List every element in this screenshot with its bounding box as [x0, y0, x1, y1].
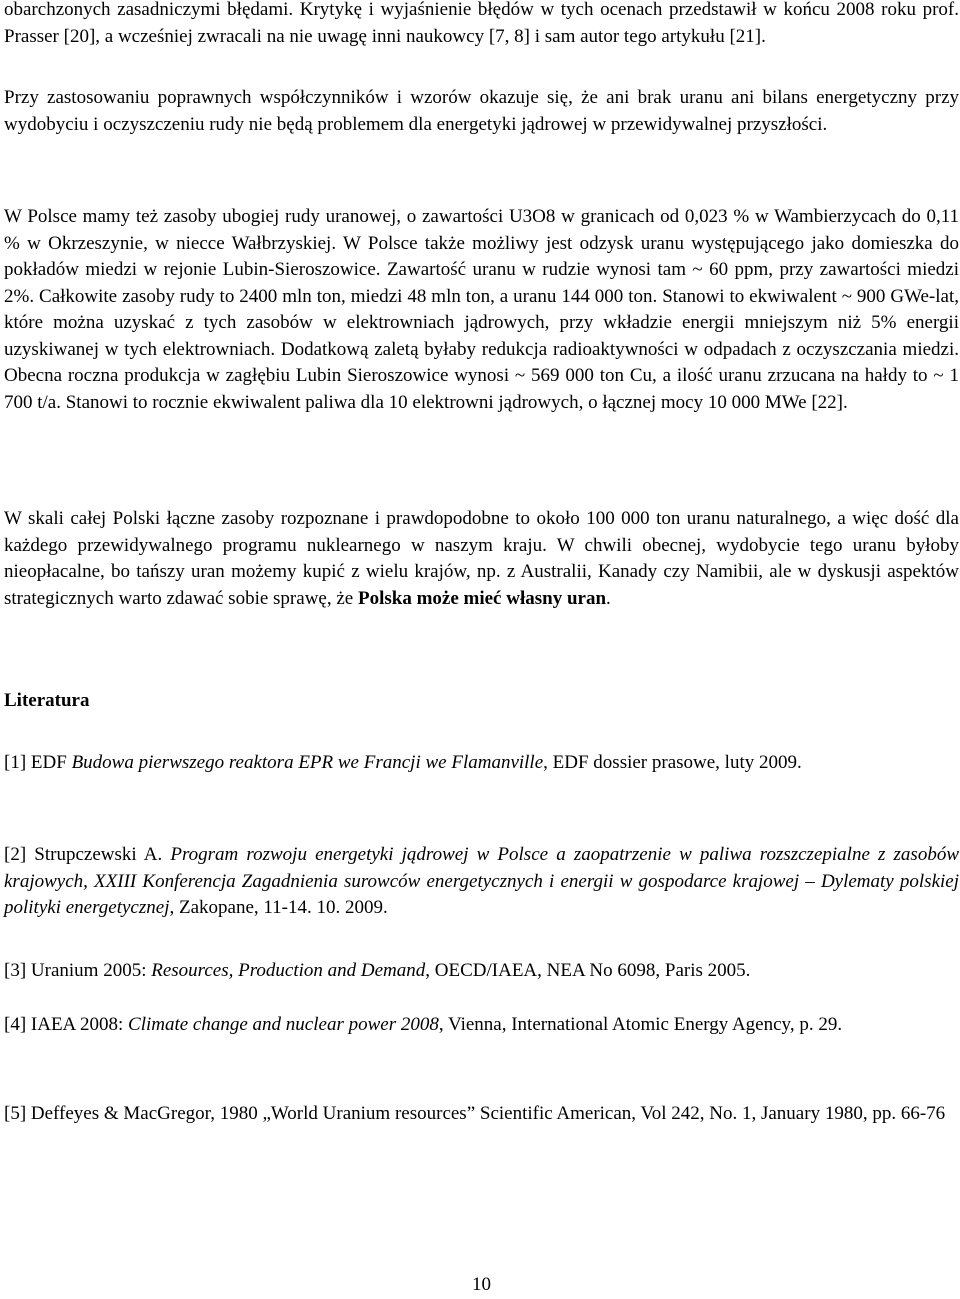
- reference-item: [4, 842, 959, 922]
- reference-item: [4, 1012, 959, 1039]
- reference-title: Program rozwoju energetyki jądrowej w Polsce a zaopatrzenie w paliwa rozszczepialne z zasobów krajowych, XXIII Konferencja Zagadnienia surowców energetycznych i energii w gospodarce krajowej – Dylematy polskiej polityki energetycznej: [4, 844, 959, 918]
- reference-title: Climate change and nuclear power 2008: [128, 1014, 439, 1035]
- conclusion-end: .: [606, 587, 611, 609]
- reference-item: [4, 1101, 959, 1128]
- paragraph-continued: obarchzonych zasadniczymi błędami. Krytykę i wyjaśnienie błędów w tych ocenach przedstawił w końcu 2008 roku prof. Prasser [20], a wcześniej zwracali na nie uwagę inni naukowcy [7, 8] i sam autor tego artykułu [21].: [4, 0, 959, 47]
- reference-prefix: [4] IAEA 2008:: [4, 1014, 129, 1035]
- reference-title: Resources, Production and Demand: [151, 960, 426, 981]
- document-page: [4, 0, 959, 1294]
- reference-details: , Zakopane, 11-14. 10. 2009.: [169, 897, 388, 918]
- literature-heading: Literatura: [4, 690, 90, 711]
- paragraph-bilans: Przy zastosowaniu poprawnych współczynników i wzorów okazuje się, że ani brak uranu ani bilans energetyczny przy wydobyciu i oczyszczeniu rudy nie będą problemem dla energetyki jądrowej w przewidywalnej przyszłości.: [4, 87, 959, 135]
- reference-title: Budowa pierwszego reaktora EPR we Francji we Flamanville: [71, 752, 544, 773]
- paragraph-polish-resources: W Polsce mamy też zasoby ubogiej rudy uranowej, o zawartości U3O8 w granicach od 0,023 % w Wambierzycach do 0,11 % w Okrzeszynie, w niecce Wałbrzyskiej. W Polsce także możliwy jest odzysk uranu występującego jako domieszka do pokładów miedzi w rejonie Lubin-Sieroszowice. Zawartość uranu w rudzie wynosi tam ~ 60 ppm, przy zawartości miedzi 2%. Całkowite zasoby rudy to 2400 mln ton, miedzi 48 mln ton, a uranu 144 000 ton. Stanowi to ekwiwalent ~ 900 GWe-lat, które można uzyskać z tych zasobów w elektrowniach jądrowych, przy wkładzie energii mniejszym niż 5% energii uzyskiwanej w tych elektrowniach. Dodatkową zaletą byłaby redukcja radioaktywności w odpadach z oczyszczania miedzi. Obecna roczna produkcja w zagłębiu Lubin Sieroszowice wynosi ~ 569 000 ton Cu, a ilość uranu zrzucana na hałdy to ~ 1 700 t/a. Stanowi to rocznie ekwiwalent paliwa dla 10 elektrowni jądrowych, o łącznej mocy 10 000 MWe [22].: [4, 206, 959, 413]
- reference-prefix: [1] EDF: [4, 752, 72, 773]
- reference-prefix: [5] Deffeyes & MacGregor, 1980 „World Uranium resources” Scientific American, Vol 242, No. 1, January 1980, pp. 66-76: [4, 1103, 946, 1124]
- reference-details: , OECD/IAEA, NEA No 6098, Paris 2005.: [425, 960, 751, 981]
- reference-item: [4, 750, 959, 777]
- conclusion-text: W skali całej Polski łączne zasoby rozpoznane i prawdopodobne to około 100 000 ton uranu naturalnego, a więc dość dla każdego przewidywalnego programu nuklearnego w naszym kraju. W chwili obecnej, wydobycie tego uranu byłoby nieopłacalne, bo tańszy uran możemy kupić z wielu krajów, np. z Australii, Kanady czy Namibii, ale w dyskusji aspektów strategicznych warto zdawać sobie sprawę, że: [4, 508, 959, 609]
- reference-prefix: [3] Uranium 2005:: [4, 960, 152, 981]
- conclusion-bold-text: Polska może mieć własny uran: [357, 587, 607, 609]
- paragraph-conclusion: [4, 506, 959, 612]
- reference-prefix: [2] Strupczewski A.: [4, 844, 171, 865]
- reference-details: , EDF dossier prasowe, luty 2009.: [543, 752, 802, 773]
- reference-details: , Vienna, International Atomic Energy Agency, p. 29.: [438, 1014, 843, 1035]
- reference-item: [4, 958, 959, 985]
- page-number: 10: [472, 1274, 491, 1295]
